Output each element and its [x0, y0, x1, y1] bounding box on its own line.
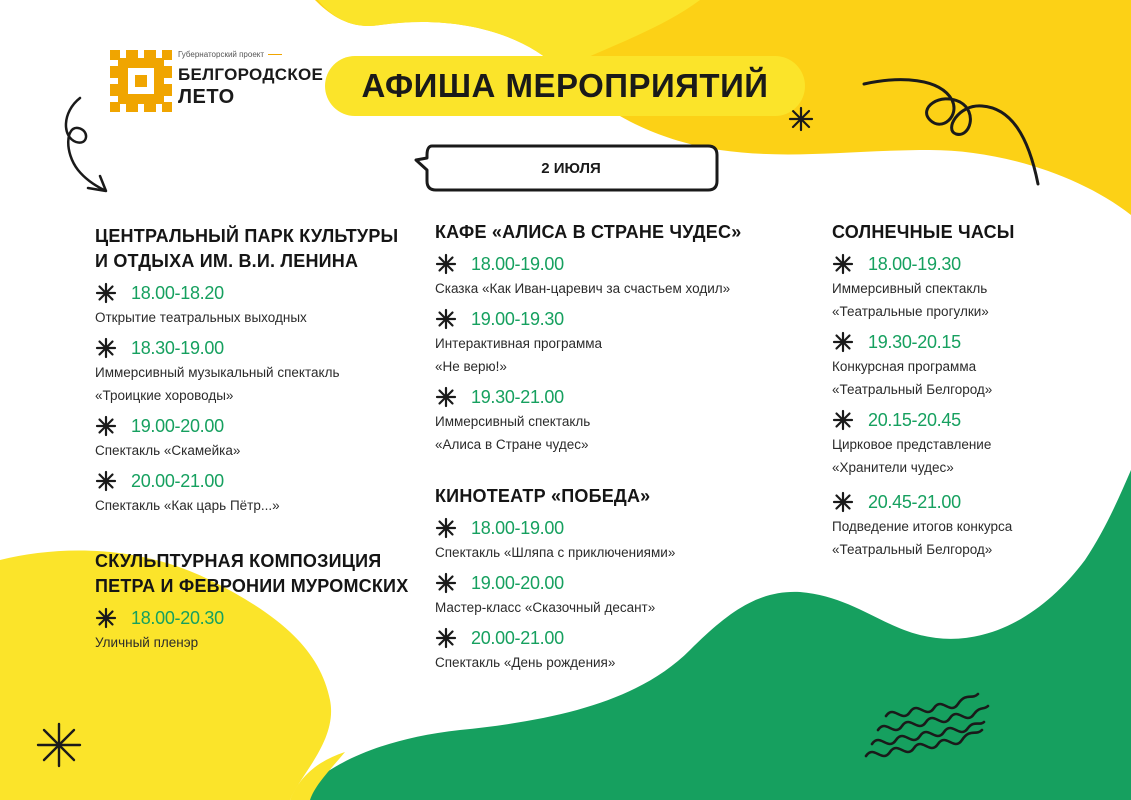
star-icon — [435, 386, 457, 408]
event-item — [832, 489, 1092, 561]
event-description: Мастер-класс «Сказочный десант» — [435, 600, 656, 615]
event-time: 19.00-20.00 — [471, 572, 564, 593]
star-icon — [832, 331, 854, 353]
venue-sculpture — [95, 549, 425, 660]
event-item — [435, 384, 815, 456]
event-item — [95, 413, 415, 462]
date-bubble — [412, 140, 720, 196]
star-icon — [832, 253, 854, 275]
star-icon — [95, 282, 117, 304]
page-title: АФИША МЕРОПРИЯТИЙ — [361, 67, 769, 104]
event-time: 20.15-20.45 — [868, 409, 961, 430]
event-description: Иммерсивный спектакль — [832, 281, 988, 296]
event-description-line2: «Театральные прогулки» — [832, 304, 989, 319]
event-time: 19.30-21.00 — [471, 386, 564, 407]
event-item — [435, 625, 815, 674]
venue-title: КАФЕ «АЛИСА В СТРАНЕ ЧУДЕС» — [435, 222, 742, 242]
event-time: 20.45-21.00 — [868, 491, 961, 512]
event-item — [435, 251, 815, 300]
venue-title — [95, 549, 425, 599]
event-description: Спектакль «День рождения» — [435, 655, 616, 670]
event-description: Уличный пленэр — [95, 635, 199, 650]
event-description: Интерактивная программа — [435, 336, 603, 351]
event-description: Конкурсная программа — [832, 359, 977, 374]
star-icon — [95, 337, 117, 359]
venue-title-line1: СКУЛЬПТУРНАЯ КОМПОЗИЦИЯ — [95, 551, 382, 571]
event-description: Спектакль «Как царь Пётр...» — [95, 498, 280, 513]
star-icon — [435, 572, 457, 594]
venue-sundial — [832, 220, 1092, 567]
event-item — [435, 570, 815, 619]
event-time: 19.00-20.00 — [131, 415, 224, 436]
logo-title-line1: БЕЛГОРОДСКОЕ — [178, 65, 324, 84]
star-icon — [832, 409, 854, 431]
logo-title-line2: ЛЕТО — [178, 86, 235, 108]
event-description: Цирковое представление — [832, 437, 992, 452]
star-icon — [95, 607, 117, 629]
arrow-doodle-icon — [58, 92, 118, 202]
venue-title-line1: ЦЕНТРАЛЬНЫЙ ПАРК КУЛЬТУРЫ — [95, 226, 399, 246]
star-icon — [435, 308, 457, 330]
event-item — [832, 251, 1092, 323]
event-time: 18.00-19.00 — [471, 253, 564, 274]
event-item — [435, 515, 815, 564]
event-time: 20.00-21.00 — [131, 470, 224, 491]
event-time: 18.00-20.30 — [131, 607, 224, 628]
event-description-line2: «Троицкие хороводы» — [95, 388, 234, 403]
venue-title — [95, 224, 415, 274]
event-time: 19.00-19.30 — [471, 308, 564, 329]
star-icon — [435, 253, 457, 275]
event-date: 2 ИЮЛЯ — [541, 159, 601, 177]
event-time: 18.00-19.00 — [471, 517, 564, 538]
event-time: 19.30-20.15 — [868, 331, 961, 352]
venue-title-line2: ПЕТРА И ФЕВРОНИИ МУРОМСКИХ — [95, 576, 409, 596]
event-item — [435, 306, 815, 378]
event-item — [95, 280, 415, 329]
event-description: Иммерсивный спектакль — [435, 414, 591, 429]
event-time: 18.30-19.00 — [131, 337, 224, 358]
event-time: 18.00-19.30 — [868, 253, 961, 274]
squiggle-doodle-icon — [860, 72, 1050, 192]
event-item — [95, 468, 415, 517]
event-item — [832, 329, 1092, 401]
venue-central-park — [95, 224, 415, 523]
event-item — [832, 407, 1092, 479]
star-icon — [832, 491, 854, 513]
event-description: Спектакль «Скамейка» — [95, 443, 241, 458]
venue-title-line2: И ОТДЫХА ИМ. В.И. ЛЕНИНА — [95, 251, 359, 271]
spark-large-icon — [36, 722, 82, 768]
venue-title: КИНОТЕАТР «ПОБЕДА» — [435, 486, 651, 506]
venue-cinema-pobeda — [435, 484, 815, 680]
logo-subtitle: Губернаторский проект — [178, 50, 282, 59]
logo — [110, 50, 324, 114]
star-icon — [435, 517, 457, 539]
venue-cafe-alice — [435, 220, 815, 462]
event-description: Подведение итогов конкурса — [832, 519, 1013, 534]
event-description-line2: «Хранители чудес» — [832, 460, 954, 475]
event-description: Спектакль «Шляпа с приключениями» — [435, 545, 676, 560]
event-item — [95, 335, 415, 407]
star-icon — [435, 627, 457, 649]
star-icon — [95, 415, 117, 437]
event-description-line2: «Алиса в Стране чудес» — [435, 437, 589, 452]
event-description-line2: «Театральный Белгород» — [832, 542, 993, 557]
star-icon — [95, 470, 117, 492]
logo-pattern-icon — [110, 50, 172, 112]
event-description: Открытие театральных выходных — [95, 310, 307, 325]
wave-lines-icon — [862, 686, 992, 762]
venue-title: СОЛНЕЧНЫЕ ЧАСЫ — [832, 222, 1015, 242]
event-description: Сказка «Как Иван-царевич за счастьем ходил» — [435, 281, 731, 296]
event-item — [95, 605, 425, 654]
event-time: 18.00-18.20 — [131, 282, 224, 303]
event-time: 20.00-21.00 — [471, 627, 564, 648]
title-banner — [325, 56, 805, 116]
event-description-line2: «Театральный Белгород» — [832, 382, 993, 397]
event-description: Иммерсивный музыкальный спектакль — [95, 365, 340, 380]
event-description-line2: «Не верю!» — [435, 359, 507, 374]
